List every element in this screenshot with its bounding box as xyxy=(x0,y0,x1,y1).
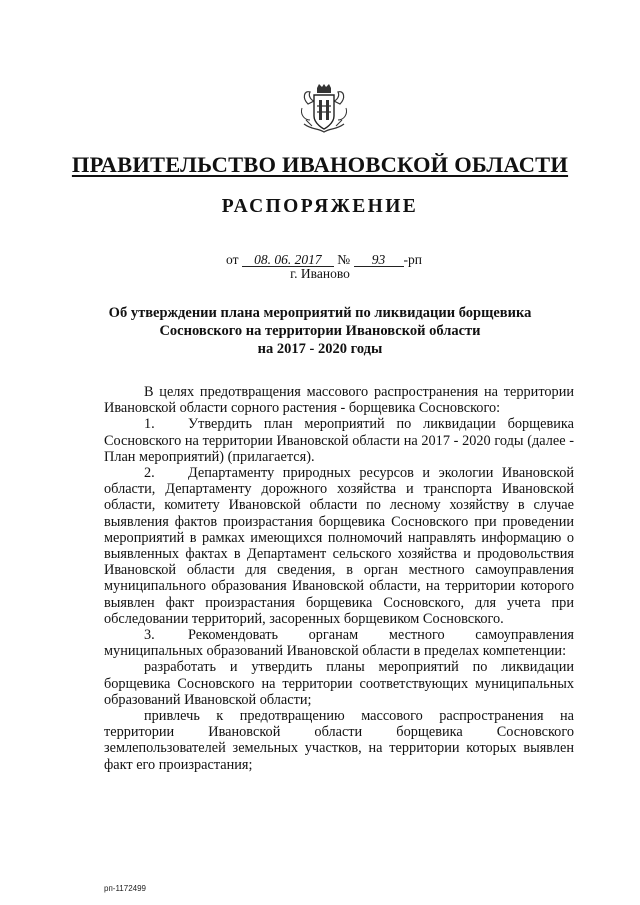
clause-3-item-1: разработать и утвердить планы мероприятий по ликвидации борщевика Сосновского на территории соответствующих муниципальных образований Ивановской области; xyxy=(104,659,574,708)
clause-text: Рекомендовать органам местного самоуправления муниципальных образований Ивановской области в пределах компетенции: xyxy=(104,627,574,660)
coat-of-arms-emblem xyxy=(298,84,350,134)
clause-3-item-2: привлечь к предотвращению массового распространения на территории Ивановской области борщевика Сосновского землепользователей земельных участков, на территории которых выявлен факт его произрастания; xyxy=(104,708,574,773)
document-subject xyxy=(90,304,550,358)
date-prefix: от xyxy=(226,252,239,267)
city-name: г. Иваново xyxy=(290,266,350,281)
clause-text: Департаменту природных ресурсов и экологии Ивановской области, Департаменту дорожного хозяйства и транспорта Ивановской области, комитету Ивановской области по лесному хозяйству в случае выявления фактов произрастания борщевика Сосновского при проведении мероприятий в рамках имеющихся полномочий направлять информацию о выявленных фактах в Департамент сельского хозяйства и продовольствия Ивановской области для сведения, в орган местного самоуправления муниципального образования Ивановской области, на территории которого выявлен факт произрастания борщевика Сосновского, для учета при обследовании территорий, засоренных борщевиком Сосновского. xyxy=(104,465,574,627)
government-title: ПРАВИТЕЛЬСТВО ИВАНОВСКОЙ ОБЛАСТИ xyxy=(71,152,569,177)
document-date: 08. 06. 2017 xyxy=(242,253,334,267)
number-sign: № xyxy=(337,252,351,267)
subject-line: Сосновского на территории Ивановской области xyxy=(159,323,481,339)
document-reference-code: рп-1172499 xyxy=(104,884,146,893)
clause-number: 1. xyxy=(144,416,155,433)
number-suffix: -рп xyxy=(403,252,422,267)
clause-text: Утвердить план мероприятий по ликвидации борщевика Сосновского на территории Ивановской области на 2017 - 2020 годы (далее - План мероприятий) (прилагается). xyxy=(104,416,574,465)
clause-number: 3. xyxy=(144,627,155,644)
clause-3 xyxy=(104,627,574,659)
document-body xyxy=(104,384,574,773)
subject-line: Об утверждении плана мероприятий по ликвидации борщевика xyxy=(108,305,532,321)
clause-1 xyxy=(104,416,574,465)
clause-2 xyxy=(104,465,574,627)
clause-number: 2. xyxy=(144,465,155,482)
subject-line: на 2017 - 2020 годы xyxy=(257,341,383,357)
document-type-heading: РАСПОРЯЖЕНИЕ xyxy=(221,196,419,217)
document-number: 93 xyxy=(354,253,404,267)
intro-paragraph: В целях предотвращения массового распространения на территории Ивановской области сорного растения - борщевика Сосновского: xyxy=(104,384,574,417)
